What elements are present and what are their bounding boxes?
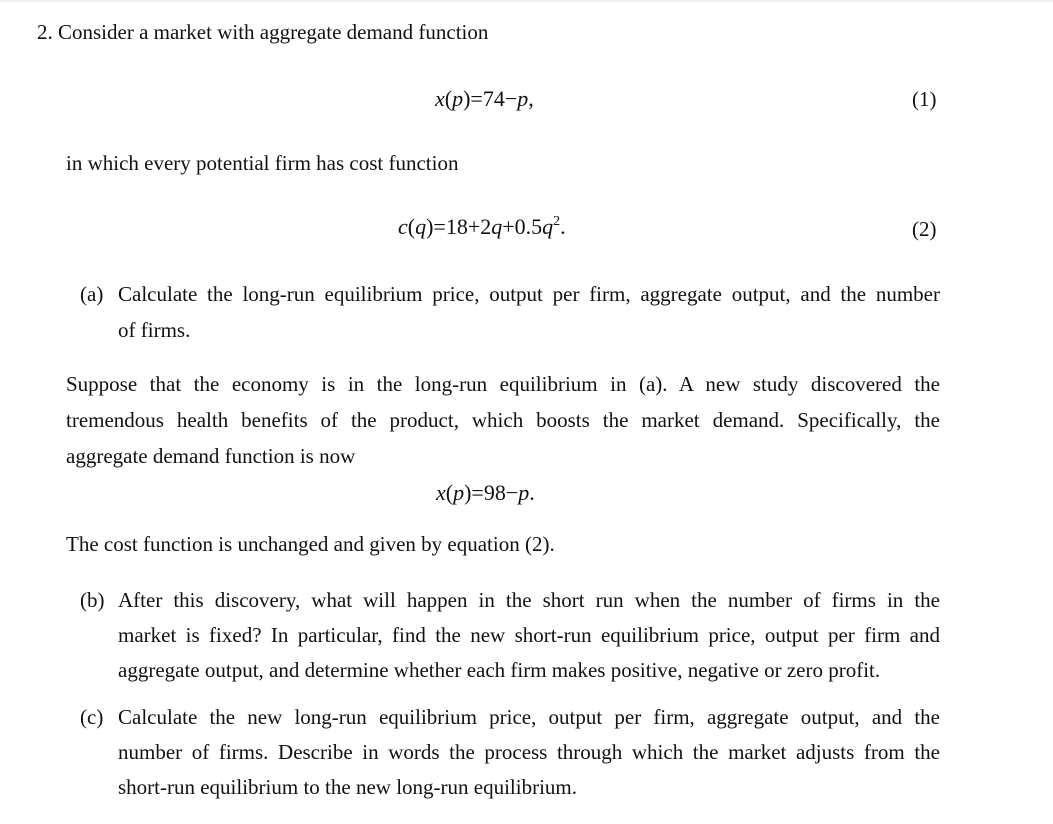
after-eq1-text: in which every potential firm has cost function	[66, 151, 459, 175]
part-c-line-1: Calculate the new long-run equilibrium price, output per firm, aggregate output, and the	[118, 705, 940, 729]
part-b-line-1: After this discovery, what will happen in the short run when the number of firms in the	[118, 588, 940, 612]
part-b-label: (b)	[80, 588, 105, 612]
part-b-line-3: aggregate output, and determine whether each firm makes positive, negative or zero profit.	[118, 658, 881, 682]
part-c-label: (c)	[80, 705, 104, 729]
equation-2-label: (2)	[912, 217, 937, 241]
part-c-line-2: number of firms. Describe in words the process through which the market adjusts from the	[118, 740, 940, 764]
equation-3: x(p)=98−p.	[436, 480, 535, 505]
equation-1: x(p)=74−p,	[435, 86, 534, 111]
problem-header	[37, 20, 488, 45]
problem-intro: Consider a market with aggregate demand function	[58, 20, 489, 44]
top-border	[0, 0, 1053, 2]
cost-unchanged-text: The cost function is unchanged and given by equation (2).	[66, 532, 555, 556]
paragraph-line-1: Suppose that the economy is in the long-run equilibrium in (a). A new study discovered the	[66, 372, 940, 396]
equation-2: $c(q)=18+2q+0.5q^2$.	[398, 214, 566, 239]
part-a-line-1: Calculate the long-run equilibrium price, output per firm, aggregate output, and the number	[118, 282, 940, 306]
part-c-line-3: short-run equilibrium to the new long-run equilibrium.	[118, 775, 578, 799]
problem-number: 2.	[37, 20, 53, 44]
part-a-line-2: of firms.	[118, 318, 191, 342]
paragraph-line-2: tremendous health benefits of the product, which boosts the market demand. Specifically, the	[66, 408, 940, 432]
paragraph-line-3: aggregate demand function is now	[66, 444, 356, 468]
part-b-line-2: market is fixed? In particular, find the new short-run equilibrium price, output per firm and	[118, 623, 940, 647]
equation-1-label: (1)	[912, 87, 937, 111]
part-a-label: (a)	[80, 282, 104, 306]
